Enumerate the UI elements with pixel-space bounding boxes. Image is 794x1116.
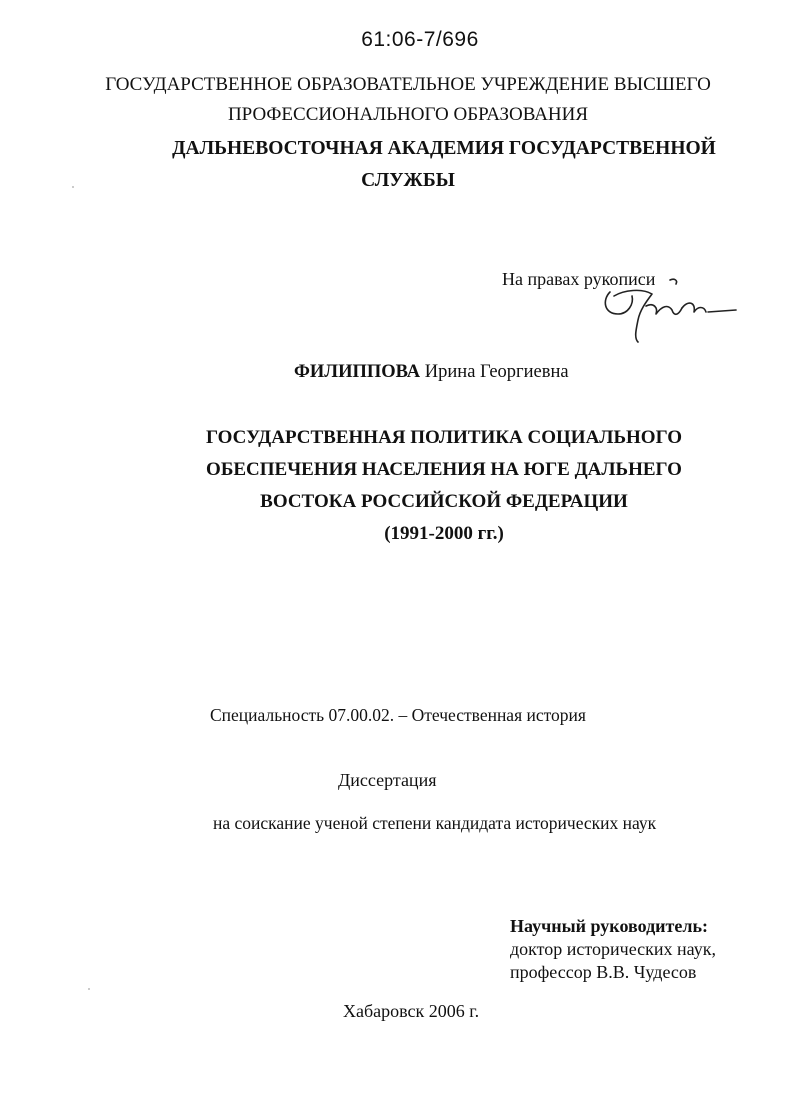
author-given-names: Ирина Георгиевна (424, 362, 569, 382)
supervisor-block (510, 915, 716, 984)
degree-statement: на соискание ученой степени кандидата исторических наук (213, 813, 657, 833)
academy-name-line-1: ДАЛЬНЕВОСТОЧНАЯ АКАДЕМИЯ ГОСУДАРСТВЕННОЙ (172, 138, 716, 159)
manuscript-rights-note: На правах рукописи (502, 269, 656, 289)
author-surname: ФИЛИППОВА (294, 362, 421, 382)
supervisor-degree: доктор исторических наук, (510, 939, 716, 959)
handwritten-signature (598, 272, 738, 350)
title-line: ВОСТОКА РОССИЙСКОЙ ФЕДЕРАЦИИ (260, 491, 628, 512)
title-line: ГОСУДАРСТВЕННАЯ ПОЛИТИКА СОЦИАЛЬНОГО (206, 427, 682, 448)
title-years: (1991-2000 гг.) (384, 523, 504, 544)
institution-line-1: ГОСУДАРСТВЕННОЕ ОБРАЗОВАТЕЛЬНОЕ УЧРЕЖДЕНИЕ ВЫСШЕГО (105, 74, 711, 95)
scan-speck (88, 988, 90, 990)
scan-speck (72, 186, 74, 188)
institution-line-2: ПРОФЕССИОНАЛЬНОГО ОБРАЗОВАНИЯ (227, 104, 589, 125)
document-type: Диссертация (338, 770, 437, 790)
dissertation-title (0, 422, 794, 550)
academy-name-line-2: СЛУЖБЫ (361, 170, 455, 191)
city-year: Хабаровск 2006 г. (343, 1001, 480, 1021)
registration-code: 61:06-7/696 (361, 28, 479, 51)
specialty: Специальность 07.00.02. – Отечественная история (210, 705, 586, 725)
author-name (294, 362, 569, 383)
supervisor-heading: Научный руководитель: (510, 916, 708, 936)
title-line: ОБЕСПЕЧЕНИЯ НАСЕЛЕНИЯ НА ЮГЕ ДАЛЬНЕГО (206, 459, 682, 480)
supervisor-name: профессор В.В. Чудесов (510, 962, 697, 982)
